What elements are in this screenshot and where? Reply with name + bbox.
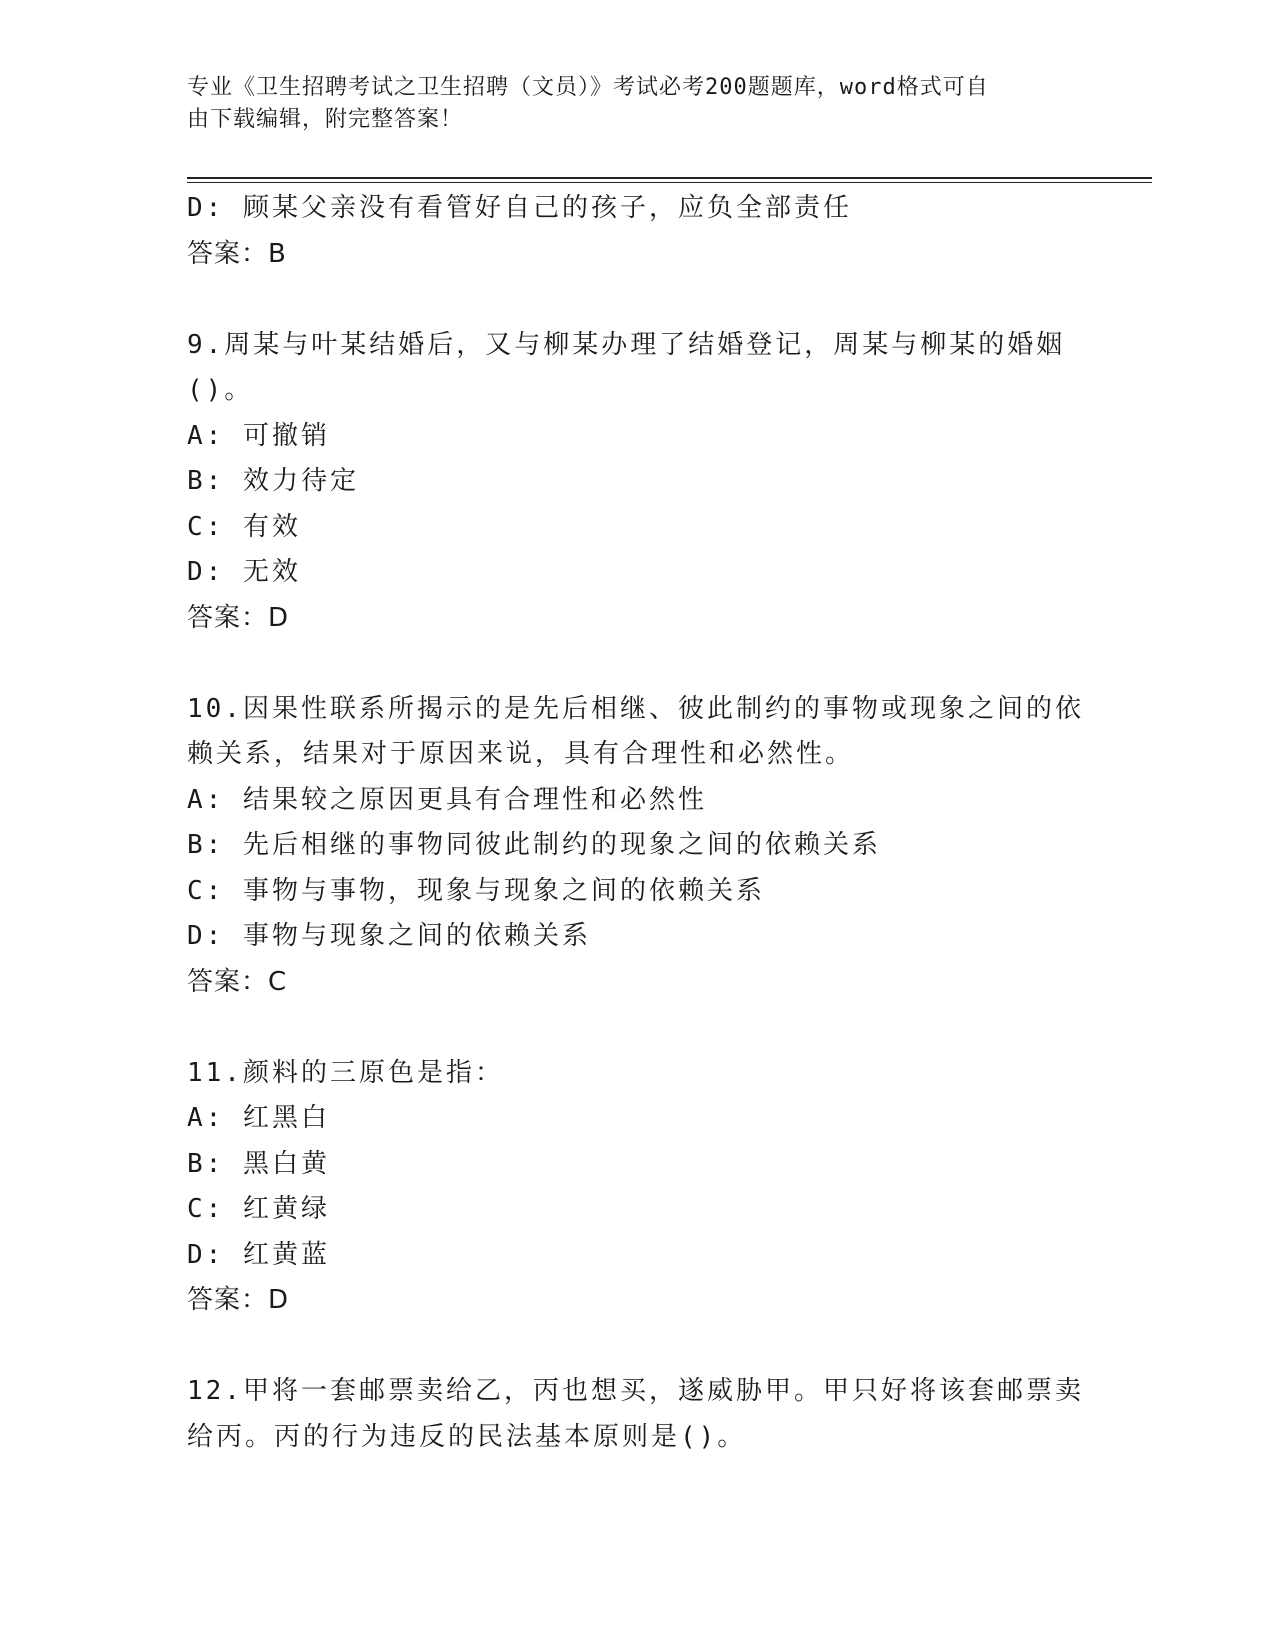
option-a: A: 结果较之原因更具有合理性和必然性 (187, 784, 707, 815)
option-d: D: 事物与现象之间的依赖关系 (187, 921, 591, 951)
question-list (187, 186, 1087, 1460)
question-stem-continued: 给丙。丙的行为违反的民法基本原则是()。 (187, 1421, 747, 1452)
answer: 答案：B (187, 238, 287, 269)
question-8-tail (187, 186, 1087, 277)
option-b: B: 先后相继的事物同彼此制约的现象之间的依赖关系 (187, 830, 881, 860)
header-title-line-1: 专业《卫生招聘考试之卫生招聘（文员）》考试必考200题题库，word格式可自 (187, 75, 989, 100)
option-a: A: 可撤销 (187, 420, 330, 451)
question-spacer (187, 277, 1087, 323)
question-spacer (187, 641, 1087, 687)
question-stem-continued: 赖关系，结果对于原因来说，具有合理性和必然性。 (187, 739, 855, 769)
option-a: A: 红黑白 (187, 1103, 330, 1133)
header-divider (187, 177, 1152, 183)
option-d: D: 顾某父亲没有看管好自己的孩子，应负全部责任 (187, 193, 852, 223)
answer: 答案：C (187, 966, 288, 997)
header-title-line-2: 由下载编辑，附完整答案！ (187, 107, 464, 132)
question-stem: 9.周某与叶某结婚后，又与柳某办理了结婚登记，周某与柳某的婚姻 (187, 329, 1066, 360)
question-stem: 12.甲将一套邮票卖给乙，丙也想买，遂威胁甲。甲只好将该套邮票卖 (187, 1376, 1084, 1406)
document-header (187, 72, 1067, 136)
option-b: B: 效力待定 (187, 466, 359, 496)
question-10 (187, 687, 1087, 1006)
answer: 答案：D (187, 1285, 290, 1315)
question-stem: 10.因果性联系所揭示的是先后相继、彼此制约的事物或现象之间的依 (187, 693, 1084, 724)
question-stem-continued: ()。 (187, 375, 254, 405)
question-spacer (187, 1005, 1087, 1051)
answer: 答案：D (187, 602, 290, 633)
option-b: B: 黑白黄 (187, 1148, 330, 1179)
option-d: D: 红黄蓝 (187, 1239, 330, 1270)
option-c: C: 红黄绿 (187, 1194, 330, 1224)
question-stem: 11.颜料的三原色是指： (187, 1057, 504, 1088)
question-11 (187, 1051, 1087, 1324)
option-c: C: 有效 (187, 511, 301, 542)
question-spacer (187, 1324, 1087, 1370)
option-c: C: 事物与事物，现象与现象之间的依赖关系 (187, 875, 765, 906)
option-d: D: 无效 (187, 557, 301, 587)
question-12 (187, 1369, 1087, 1460)
question-9 (187, 323, 1087, 642)
